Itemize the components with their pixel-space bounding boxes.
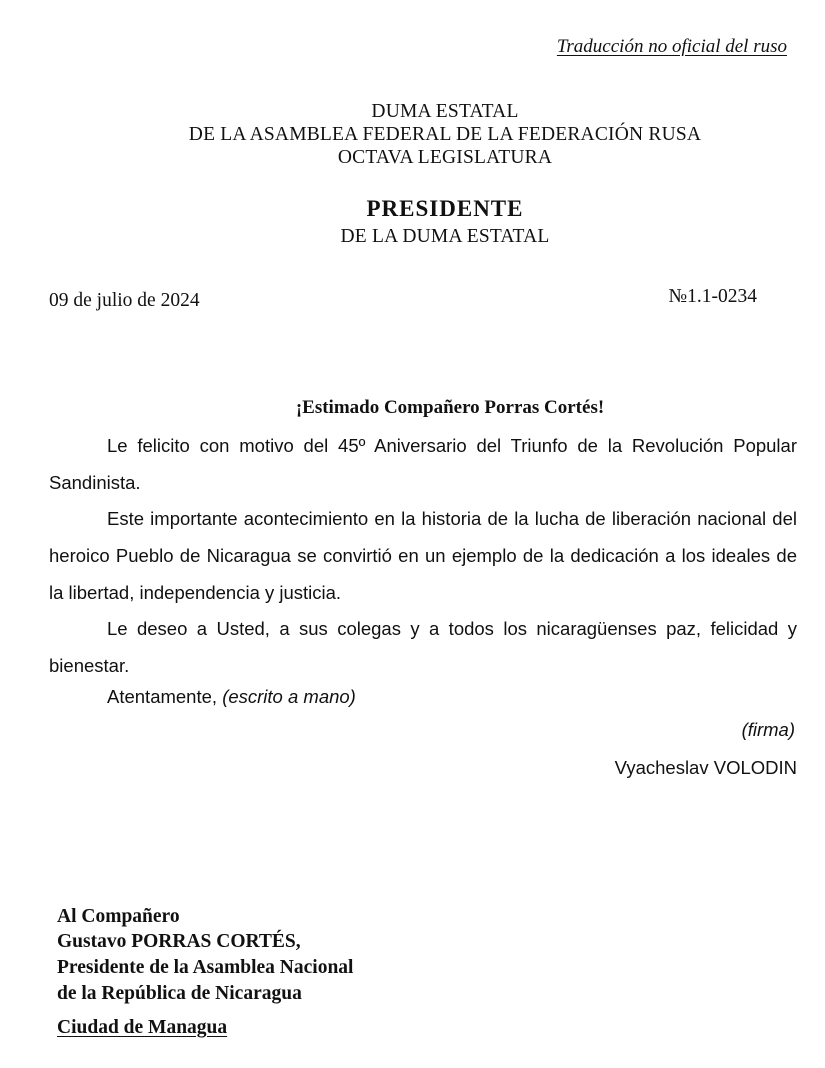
closing [107, 686, 356, 708]
closing-handwritten-note: (escrito a mano) [222, 686, 356, 707]
paragraph-3-container [49, 610, 797, 684]
signature-note: (firma) [741, 719, 795, 740]
letterhead-line-1: DUMA ESTATAL [371, 101, 519, 122]
addressee-line-1: Al Compañero [57, 906, 180, 927]
closing-text: Atentamente, [107, 686, 218, 707]
addressee-country: de la República de Nicaragua [57, 983, 302, 1004]
letterhead-line-3: OCTAVA LEGISLATURA [337, 147, 553, 168]
paragraph-1-container [49, 427, 797, 501]
reference-number: №1.1-0234 [668, 286, 757, 307]
letterhead-line-2: DE LA ASAMBLEA FEDERAL DE LA FEDERACIÓN RUSA [188, 124, 702, 145]
addressee-title: Presidente de la Asamblea Nacional [57, 957, 354, 978]
paragraph-2-container [49, 500, 797, 611]
paragraph: Le felicito con motivo del 45º Aniversario del Triunfo de la Revolución Popular Sandinista. [49, 435, 797, 493]
office-title: PRESIDENTE [366, 196, 524, 221]
office-subtitle: DE LA DUMA ESTATAL [340, 226, 550, 247]
signer-name: Vyacheslav VOLODIN [614, 757, 797, 778]
translation-note: Traducción no oficial del ruso [556, 36, 787, 57]
paragraph: Este importante acontecimiento en la historia de la lucha de liberación nacional del heroico Pueblo de Nicaragua se convirtió en un ejemplo de la dedicación a los ideales de la libertad, independencia y justicia. [49, 508, 797, 603]
addressee-city: Ciudad de Managua [57, 1017, 228, 1038]
paragraph: Le deseo a Usted, a sus colegas y a todos los nicaragüenses paz, felicidad y bienestar. [49, 618, 797, 676]
letter-date: 09 de julio de 2024 [49, 290, 200, 311]
greeting: ¡Estimado Compañero Porras Cortés! [295, 397, 605, 418]
addressee-name: Gustavo PORRAS CORTÉS, [57, 931, 301, 952]
